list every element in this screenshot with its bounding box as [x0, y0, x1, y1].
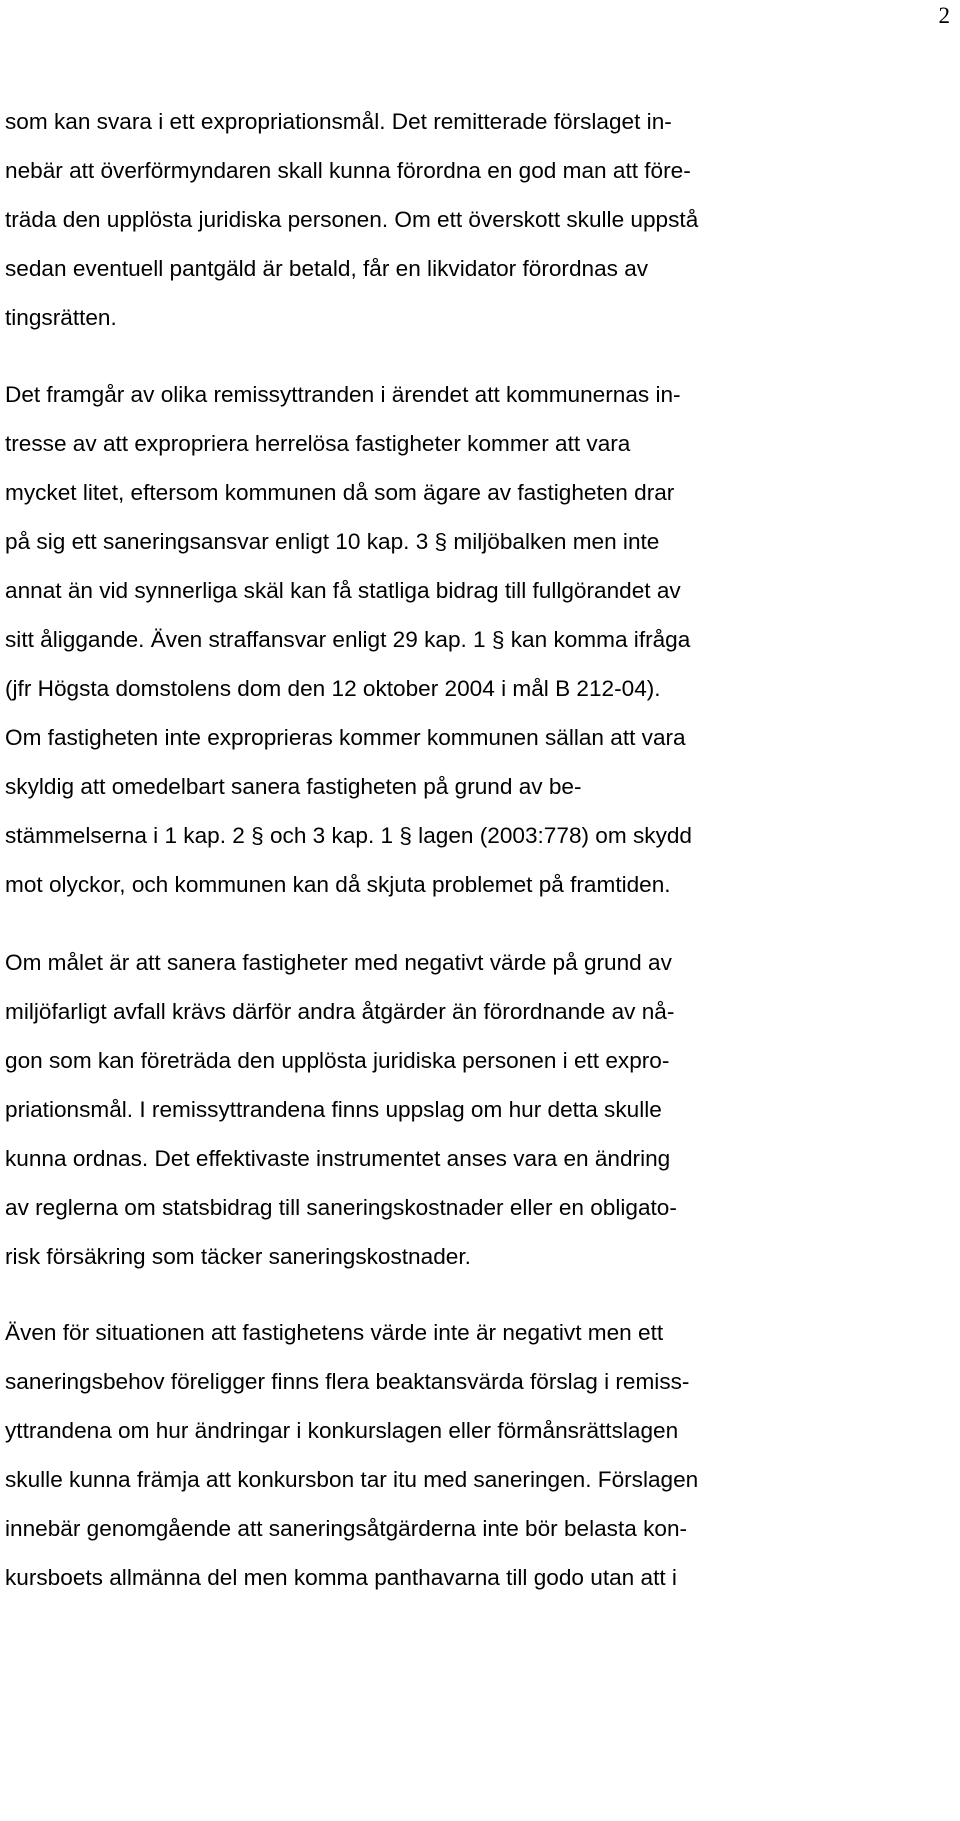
text-line: tresse av att expropriera herrelösa fastigheter kommer att vara — [5, 431, 631, 456]
text-line: mot olyckor, och kommunen kan då skjuta problemet på framtiden. — [5, 872, 671, 897]
text-line: nebär att överförmyndaren skall kunna förordna en god man att före- — [5, 158, 691, 183]
text-line: stämmelserna i 1 kap. 2 § och 3 kap. 1 § lagen (2003:778) om skydd — [5, 823, 692, 848]
text-line: tingsrätten. — [5, 305, 117, 330]
text-line: saneringsbehov föreligger finns flera beaktansvärda förslag i remiss- — [5, 1369, 690, 1394]
text-line: yttrandena om hur ändringar i konkurslagen eller förmånsrättslagen — [5, 1418, 679, 1443]
text-line: kursboets allmänna del men komma panthavarna till godo utan att i — [5, 1565, 677, 1590]
text-line: risk försäkring som täcker saneringskostnader. — [5, 1244, 471, 1269]
text-line: Om fastigheten inte exproprieras kommer kommunen sällan att vara — [5, 725, 686, 750]
page-number: 2 — [938, 3, 950, 28]
paragraph-remediation-measures — [5, 938, 955, 1281]
paragraph-municipal-interest — [5, 370, 955, 909]
text-line: annat än vid synnerliga skäl kan få statliga bidrag till fullgörandet av — [5, 578, 681, 603]
text-line: Det framgår av olika remissyttranden i ärendet att kommunernas in- — [5, 382, 681, 407]
paragraph-expropriation — [5, 97, 955, 342]
paragraph-bankruptcy-proposals — [5, 1308, 955, 1602]
text-line: skulle kunna främja att konkursbon tar itu med saneringen. Förslagen — [5, 1467, 699, 1492]
text-line: kunna ordnas. Det effektivaste instrumentet anses vara en ändring — [5, 1146, 671, 1171]
text-line: träda den upplösta juridiska personen. Om ett överskott skulle uppstå — [5, 207, 699, 232]
text-line: miljöfarligt avfall krävs därför andra åtgärder än förordnande av nå- — [5, 999, 675, 1024]
text-line: Även för situationen att fastighetens värde inte är negativt men ett — [5, 1320, 664, 1345]
text-line: som kan svara i ett expropriationsmål. Det remitterade förslaget in- — [5, 109, 672, 134]
text-line: priationsmål. I remissyttrandena finns uppslag om hur detta skulle — [5, 1097, 662, 1122]
text-line: (jfr Högsta domstolens dom den 12 oktober 2004 i mål B 212-04). — [5, 676, 661, 701]
text-line: skyldig att omedelbart sanera fastigheten på grund av be- — [5, 774, 582, 799]
text-line: innebär genomgående att saneringsåtgärderna inte bör belasta kon- — [5, 1516, 688, 1541]
text-line: sitt åliggande. Även straffansvar enligt 29 kap. 1 § kan komma ifråga — [5, 627, 691, 652]
text-line: på sig ett saneringsansvar enligt 10 kap. 3 § miljöbalken men inte — [5, 529, 660, 554]
text-line: sedan eventuell pantgäld är betald, får en likvidator förordnas av — [5, 256, 649, 281]
text-line: av reglerna om statsbidrag till saneringskostnader eller en obligato- — [5, 1195, 677, 1220]
text-line: mycket litet, eftersom kommunen då som ägare av fastigheten drar — [5, 480, 675, 505]
text-line: Om målet är att sanera fastigheter med negativt värde på grund av — [5, 950, 672, 975]
text-line: gon som kan företräda den upplösta juridiska personen i ett expro- — [5, 1048, 670, 1073]
